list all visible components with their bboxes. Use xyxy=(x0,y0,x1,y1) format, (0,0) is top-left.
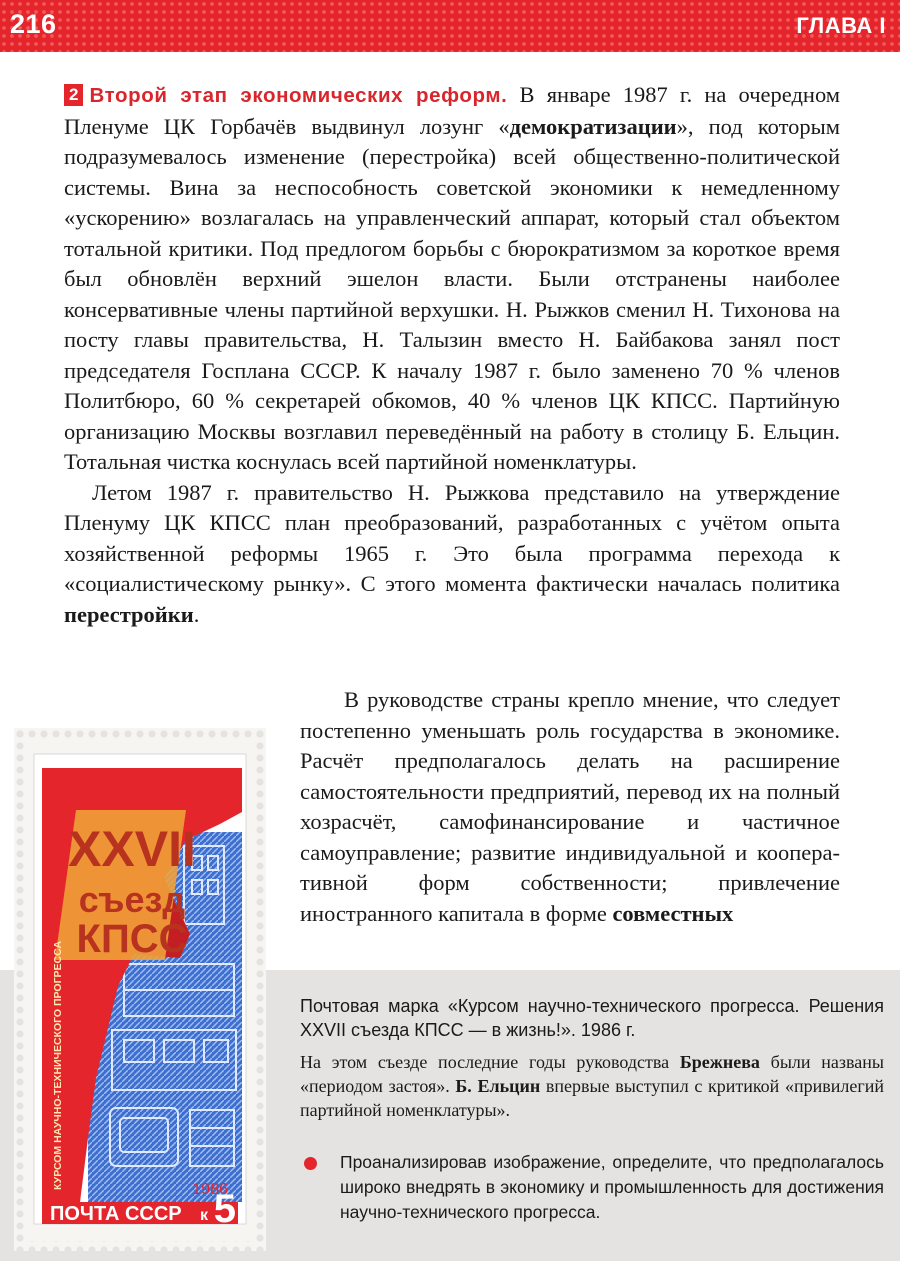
caption-text-a: На этом съезде последние годы руководства xyxy=(300,1052,680,1072)
task-question xyxy=(300,1150,884,1225)
page-number: 216 xyxy=(10,9,57,39)
caption-name-brezhnev: Брежнева xyxy=(679,1052,760,1072)
stamp-kopeck-sign: к xyxy=(200,1207,209,1224)
term-perestroika: перестройки xyxy=(64,601,194,627)
paragraph-2-text-b: . xyxy=(193,601,200,627)
paragraph-1-text-a: В январе 1987 г. на очередном Пленуме ЦК Горбачёв выдвинул лозунг « xyxy=(64,82,840,139)
stamp-party-name: КПСС xyxy=(76,917,188,961)
paragraph-3 xyxy=(300,685,840,929)
paragraph-2 xyxy=(64,478,840,631)
chapter-label: ГЛАВА I xyxy=(796,13,886,38)
term-democratization: демократизации xyxy=(509,113,677,139)
wrapped-text xyxy=(300,685,840,929)
paragraph-1-text-b: », под которым подразумевалось изменение (перестройка) всей общественно-политической системы. Вина за неспособность советской экономики к немедленному «ускорению» возлагалась на управленческий аппарат, который стал объектом тотальной критики. Под предлогом борьбы с бюрократизмом за короткое время был обновлён верхний эшелон власти. Были отстранены наиболее консервативные члены партийной верхушки. Н. Рыжков сменил Н. Тихонова на посту главы правительства, Н. Талызин вместо Н. Байбакова занял пост председателя Госплана СССР. К началу 1987 г. было заменено 70 % членов Политбюро, 60 % секретарей обкомов, 40 % членов ЦК КПСС. Партийную организацию Москвы возглавил переведённый на работу в столицу Б. Ельцин. Тотальная чистка коснулась всей партийной номенклатуры. xyxy=(64,113,840,474)
paragraph-3-text: В руководстве страны крепло мнение, что следует постепенно уменьшать роль государства в экономике. Расчёт предполагалось делать на расширение самостоятельности предприятий, перевод их на полный хозрасчёт, самофинансирование и частичное самоуправление; развитие индивидуальной и кооперативной форм собственности; привлечение иностранного капитала в форме xyxy=(300,687,840,926)
section-number-badge: 2 xyxy=(64,84,83,106)
paragraph-2-text-a: Летом 1987 г. правительство Н. Рыжкова представило на утверждение Пленуму ЦК КПСС план преобразований, разработанных с учётом опыта хозяйственной реформы 1965 г. Это была программа перехода к «социалистическому рынку». С этого момента фактически началась политика xyxy=(64,479,840,596)
stamp-side-slogan: КУРСОМ НАУЧНО-ТЕХНИЧЕСКОГО ПРОГРЕССА xyxy=(52,940,64,1190)
caption-name-yeltsin: Б. Ельцин xyxy=(455,1076,541,1096)
main-text xyxy=(64,80,840,630)
stamp-postal-label: ПОЧТА СССР xyxy=(50,1203,182,1225)
stamp-congress-numeral: XXVII xyxy=(68,821,196,877)
paragraph-1 xyxy=(64,80,840,478)
stamp-congress-word: съезд xyxy=(78,879,186,920)
task-bullet-icon xyxy=(304,1157,317,1170)
stamp-year: 1986 xyxy=(192,1181,228,1198)
page-header xyxy=(0,0,900,52)
stamp-value: 5 xyxy=(213,1187,236,1231)
term-joint-ventures: совместных xyxy=(612,900,734,926)
postage-stamp-image xyxy=(14,728,266,1251)
section-title: Второй этап экономических реформ. xyxy=(89,84,508,107)
task-text: Проанализировав изображение, определите, что предполагалось широко внедрять в экономику и промышленность для достижения научно-технического прогресса. xyxy=(340,1152,884,1222)
caption-text-c: впервые выступил с критикой «привилегий партийной номенклатуры». xyxy=(300,1076,884,1120)
caption-title: Почтовая марка «Курсом научно-технического прогресса. Решения XXVII съезда КПСС — в жизнь!». 1986 г. xyxy=(300,996,884,1040)
caption-description xyxy=(300,1050,884,1122)
caption-text-b: были названы «периодом застоя». xyxy=(300,1052,884,1096)
